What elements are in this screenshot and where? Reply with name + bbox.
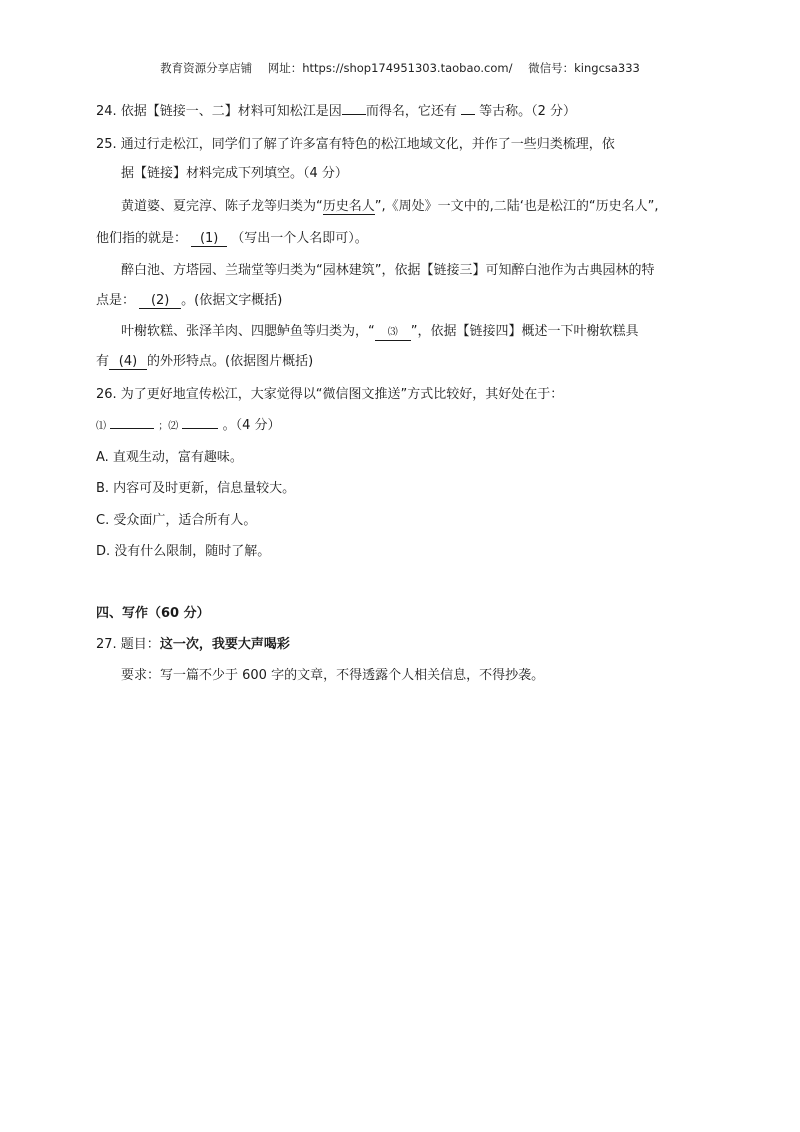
q26-option-b: B. 内容可及时更新，信息量较大。	[96, 481, 296, 496]
q25-p6-b: 的外形特点。(依据图片概括)	[147, 354, 314, 369]
q25-p1-c: ”,《周处》一文中的,二陆‘也是松江的“历史名人”,	[374, 199, 659, 214]
q26-option-d: D. 没有什么限制，随时了解。	[96, 544, 271, 559]
question-26-line-1: 26. 为了更好地宣传松江，大家觉得以“微信图文推送”方式比较好，其好处在于：	[96, 387, 564, 402]
q25-p1-a: 黄道婆、夏完淳、陈子龙等归类为“	[121, 199, 323, 214]
q25-p4-b: 。(依据文字概括)	[181, 293, 283, 308]
q25-paragraph-5	[121, 323, 639, 341]
q26-blank-1	[110, 428, 154, 429]
q26-option-a: A. 直观生动，富有趣味。	[96, 450, 243, 465]
header-wechat: 微信号：kingcsa333	[528, 61, 640, 75]
question-24	[96, 103, 576, 121]
q26-label-1: ⑴	[96, 421, 106, 432]
q25-paragraph-6	[96, 353, 313, 371]
q27-requirement: 要求：写一篇不少于 600 字的文章，不得透露个人相关信息，不得抄袭。	[121, 668, 545, 683]
question-27	[96, 636, 290, 654]
q26-separator: ；⑵	[158, 421, 179, 432]
q25-paragraph-1	[121, 198, 659, 216]
q25-blank-3: ⑶	[375, 325, 411, 341]
header-url: 网址：https://shop174951303.taobao.com/	[267, 61, 513, 75]
q26-blank-2	[182, 428, 218, 429]
q27-title: 这一次，我要大声喝彩	[159, 637, 290, 652]
q27-prefix: 27. 题目：	[96, 637, 160, 652]
q25-blank-2: (2)	[139, 293, 181, 309]
q25-p4-a: 点是：	[96, 293, 136, 308]
q24-text-a: 24. 依据【链接一、二】材料可知松江是因	[96, 104, 342, 119]
q25-p5-b: ”，依据【链接四】概述一下叶榭软糕具	[410, 324, 639, 339]
question-25-line-1: 25. 通过行走松江，同学们了解了许多富有特色的松江地域文化，并作了一些归类梳理，依	[96, 137, 615, 152]
q25-paragraph-2	[96, 230, 368, 248]
q24-blank-2	[461, 114, 475, 115]
q25-p1-underlined: 历史名人	[322, 199, 375, 214]
q24-text-b: 而得名，它还有	[365, 104, 457, 119]
q25-p5-a: 叶榭软糕、张泽羊肉、四腮鲈鱼等归类为，“	[121, 324, 375, 339]
section-4-title: 四、写作（60 分）	[96, 606, 210, 621]
q26-option-c: C. 受众面广，适合所有人。	[96, 513, 257, 528]
q25-p6-a: 有	[96, 354, 110, 369]
q26-end: 。（4 分）	[222, 418, 281, 433]
q24-text-c: 等古称。（2 分）	[479, 104, 577, 119]
q25-p2-a: 他们指的就是：	[96, 231, 188, 246]
q25-blank-1: (1)	[191, 231, 227, 247]
question-26-blanks	[96, 417, 280, 436]
q25-blank-4: (4)	[109, 354, 147, 370]
q25-p2-b: （写出一个人名即可）。	[231, 231, 368, 246]
page-header	[0, 60, 800, 76]
q25-paragraph-4	[96, 292, 282, 310]
q24-blank-1	[342, 114, 366, 115]
question-25-line-2: 据【链接】材料完成下列填空。（4 分）	[121, 166, 348, 181]
q25-paragraph-3: 醉白池、方塔园、兰瑞堂等归类为“园林建筑”，依据【链接三】可知醉白池作为古典园林的特	[121, 263, 655, 278]
header-shop: 教育资源分享店铺	[160, 61, 253, 75]
